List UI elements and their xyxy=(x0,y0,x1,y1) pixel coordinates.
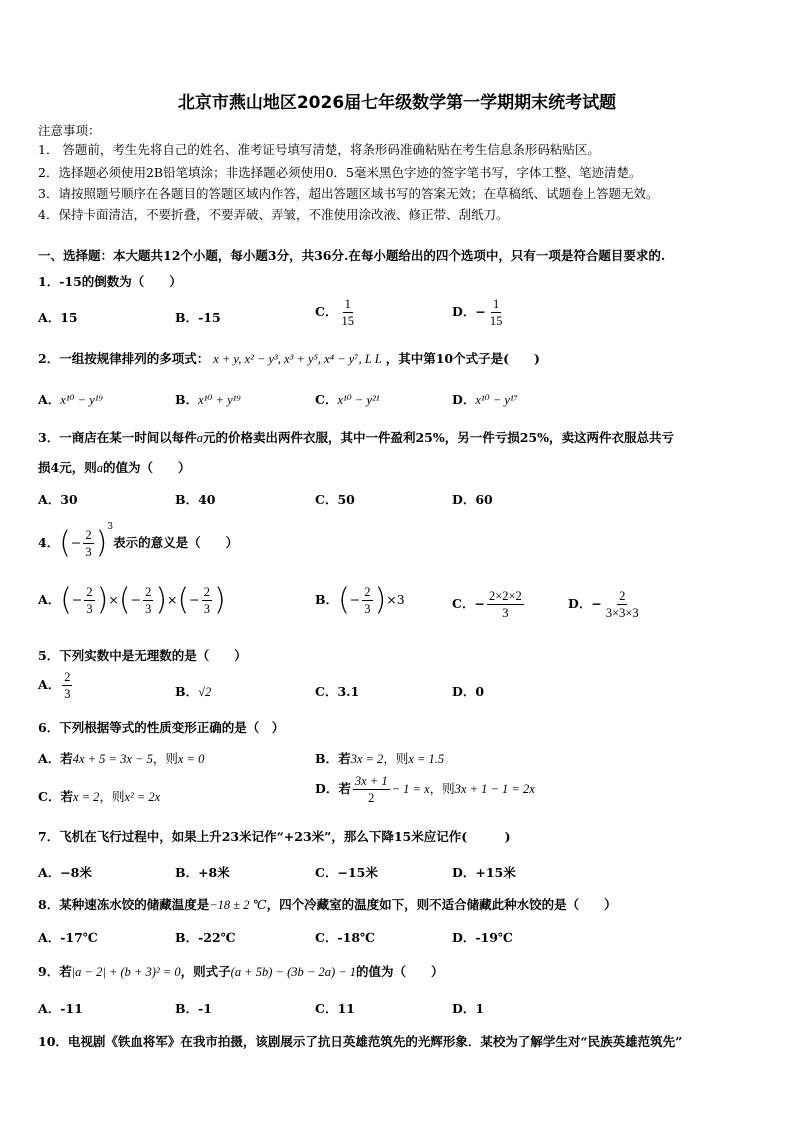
numerator: 2×2×2 xyxy=(488,589,522,603)
fraction xyxy=(487,588,524,621)
q5-option-b xyxy=(175,682,211,700)
notice-heading: 注意事项： xyxy=(38,123,101,138)
q4-option-b xyxy=(315,584,405,617)
option-math: x¹⁰ − y²¹ xyxy=(337,393,380,407)
minus-sign: − xyxy=(189,592,200,607)
q1-option-d xyxy=(452,296,506,329)
q1-option-a: A．15 xyxy=(38,310,78,325)
option-math: ×3 xyxy=(386,592,405,607)
option-text: ，则 xyxy=(383,751,409,766)
denominator: 3 xyxy=(85,545,92,559)
option-text: ，则 xyxy=(99,789,125,804)
q3-text: 3．一商店在某一时间以每件 xyxy=(38,430,197,445)
q6-option-d xyxy=(315,773,535,806)
fraction xyxy=(604,588,641,621)
q9-expression: |a − 2| + (b + 3)² = 0 xyxy=(71,965,181,979)
option-math: − 1 = x xyxy=(391,782,430,796)
q6-option-a xyxy=(38,749,204,767)
q6-option-c xyxy=(38,787,160,805)
q10-stem: 10．电视剧《铁血将军》在我市拍摄，该剧展示了抗日英雄范筑先的光辉形象．某校为了解学生对“民族英雄范筑先” xyxy=(38,1034,683,1049)
exponent: 3 xyxy=(107,522,114,532)
q8-option-c: C．-18℃ xyxy=(315,930,376,945)
numerator: 2 xyxy=(145,585,152,599)
paren-open: ( xyxy=(177,582,190,618)
q4-stem xyxy=(38,522,238,560)
q1-stem: 1．-15的倒数为（ ） xyxy=(38,274,182,289)
paren-close: ) xyxy=(374,582,387,618)
q7-option-a: A．−8米 xyxy=(38,865,92,880)
option-label: C． xyxy=(315,304,338,319)
times-sign: × xyxy=(167,592,178,607)
denominator: 3×3×3 xyxy=(605,606,639,620)
paren-close: ) xyxy=(213,582,226,618)
fraction xyxy=(202,584,212,617)
option-math: x = 2 xyxy=(72,790,100,804)
minus-sign: − xyxy=(71,592,83,607)
minus-sign: − xyxy=(130,592,142,607)
q2-option-a xyxy=(38,390,103,408)
option-label: C． xyxy=(315,392,338,407)
q9-option-a: A．-11 xyxy=(38,1001,83,1016)
numerator: 2 xyxy=(85,528,92,542)
fraction xyxy=(353,773,390,806)
q9-option-b: B．-1 xyxy=(175,1001,212,1016)
denominator: 3 xyxy=(86,602,93,616)
option-math: x = 0 xyxy=(177,752,205,766)
q2-option-b xyxy=(175,390,241,408)
q9-expression-2: (a + 5b) − (3b − 2a) − 1 xyxy=(230,965,357,979)
option-label: A． xyxy=(38,592,61,607)
q8-stem-post: ，四个冷藏室的温度如下，则不适合储藏此种水饺的是（ ） xyxy=(266,897,617,912)
q7-option-c: C．−15米 xyxy=(315,865,378,880)
option-label: C．若 xyxy=(38,789,73,804)
option-label: A．若 xyxy=(38,751,73,766)
denominator: 3 xyxy=(502,606,509,620)
option-math: 3x = 2 xyxy=(350,752,384,766)
q3-stem-line1 xyxy=(38,428,674,446)
q2-expression: x + y, x² − y³, x³ + y⁵, x⁴ − y⁷, L L xyxy=(213,352,382,366)
q2-stem xyxy=(38,349,540,367)
option-label: D．若 xyxy=(315,781,351,796)
option-math: x¹⁰ + y¹⁹ xyxy=(198,393,241,407)
q4-option-a xyxy=(38,584,226,617)
section-heading: 一、选择题：本大题共12个小题，每小题3分，共36分.在每小题给出的四个选项中，只有一项是符合题目要求的. xyxy=(38,248,666,263)
denominator: 15 xyxy=(489,314,503,328)
paren-open: ( xyxy=(338,582,350,618)
numerator: 2 xyxy=(64,670,71,684)
q3-option-c: C．50 xyxy=(315,492,355,507)
q7-stem: 7．飞机在飞行过程中，如果上升23米记作“+23米”，那么下降15米应记作( ) xyxy=(38,829,511,844)
q1-option-b: B．-15 xyxy=(175,310,221,325)
option-text: ，则 xyxy=(152,751,178,766)
q3-text: 的值为（ ） xyxy=(102,460,191,475)
option-math: 4x + 5 = 3x − 5 xyxy=(72,752,153,766)
option-math: √2 xyxy=(198,685,212,699)
numerator: 2 xyxy=(203,585,210,599)
q8-stem-pre: 8．某种速冻水饺的储藏温度是 xyxy=(38,897,210,912)
option-text: ，则 xyxy=(429,781,455,796)
option-label: A． xyxy=(38,677,61,692)
numerator: 1 xyxy=(344,297,351,311)
q8-stem xyxy=(38,895,617,913)
fraction xyxy=(62,669,72,702)
q4-number: 4． xyxy=(38,535,60,550)
option-math: x¹⁰ − y¹⁷ xyxy=(475,393,518,407)
option-math: 3x + 1 − 1 = 2x xyxy=(454,782,535,796)
notice-item-3: 3．请按照题号顺序在各题目的答题区域内作答，超出答题区域书写的答案无效；在草稿纸、试题卷上答题无效。 xyxy=(38,186,659,201)
q9-number: 9．若 xyxy=(38,964,72,979)
notice-item-4: 4．保持卡面清洁，不要折叠，不要弄破、弄皱，不准使用涂改液、修正带、刮纸刀。 xyxy=(38,207,509,222)
q4-option-d xyxy=(568,588,643,621)
option-label: B． xyxy=(175,392,199,407)
option-label: A． xyxy=(38,392,61,407)
q3-variable: a xyxy=(196,431,203,445)
q3-stem-line2 xyxy=(38,458,190,476)
fraction xyxy=(84,584,94,617)
option-label: C．− xyxy=(452,596,485,611)
option-math: x² = 2x xyxy=(124,790,161,804)
option-math: x = 1.5 xyxy=(408,752,445,766)
q9-stem xyxy=(38,962,444,980)
q2-stem-pre: 2．一组按规律排列的多项式： xyxy=(38,351,210,366)
denominator: 3 xyxy=(64,687,71,701)
q5-option-a xyxy=(38,669,74,702)
option-math: x¹⁰ − y¹⁹ xyxy=(60,393,103,407)
q1-option-c xyxy=(315,296,358,329)
q3-variable: a xyxy=(96,461,103,475)
q9-text: 的值为（ ） xyxy=(356,964,444,979)
q7-option-b: B．+8米 xyxy=(175,865,230,880)
option-label: B．若 xyxy=(315,751,351,766)
minus-sign: − xyxy=(70,535,82,550)
q3-option-b: B．40 xyxy=(175,492,216,507)
q3-text: 元的价格卖出两件衣服，其中一件盈利25%，另一件亏损25%，卖这两件衣服总共亏 xyxy=(202,430,674,445)
fraction xyxy=(339,296,356,329)
paren-open: ( xyxy=(59,525,71,561)
numerator: 1 xyxy=(492,297,500,311)
q4-option-c xyxy=(452,588,526,621)
notice-item-1: 1． 答题前，考生先将自己的姓名、准考证号填写清楚，将条形码准确粘贴在考生信息条形码粘贴区。 xyxy=(38,142,600,157)
numerator: 2 xyxy=(619,589,626,603)
q8-option-b: B．-22℃ xyxy=(175,930,236,945)
option-label: B． xyxy=(315,592,339,607)
q3-text: 损4元，则 xyxy=(38,460,97,475)
denominator: 3 xyxy=(203,602,210,616)
q5-option-c: C．3.1 xyxy=(315,684,360,699)
paren-close: ) xyxy=(96,582,109,618)
q9-option-c: C．11 xyxy=(315,1001,355,1016)
denominator: 3 xyxy=(145,602,152,616)
fraction xyxy=(83,527,93,560)
numerator: 2 xyxy=(364,585,371,599)
fraction xyxy=(362,584,372,617)
q6-option-b xyxy=(315,749,444,767)
numerator: 3x + 1 xyxy=(354,774,388,788)
q9-option-d: D．1 xyxy=(452,1001,485,1016)
q8-option-a: A．-17℃ xyxy=(38,930,98,945)
q9-text: ，则式子 xyxy=(180,964,231,979)
numerator: 2 xyxy=(86,585,93,599)
q5-option-d: D．0 xyxy=(452,684,485,699)
paren-close: ) xyxy=(155,582,168,618)
denominator: 3 xyxy=(364,602,371,616)
q2-option-d xyxy=(452,390,518,408)
times-sign: × xyxy=(108,592,119,607)
q3-option-a: A．30 xyxy=(38,492,78,507)
fraction xyxy=(143,584,153,617)
q8-temperature: −18 ± 2 ℃ xyxy=(209,898,267,912)
option-label: D． xyxy=(452,392,476,407)
minus-sign: − xyxy=(349,592,361,607)
q2-stem-post: ，其中第10个式子是( ) xyxy=(385,351,540,366)
notice-item-2: 2．选择题必须使用2B铅笔填涂；非选择题必须使用0．5毫米黑色字迹的签字笔书写，字体工整、笔迹清楚。 xyxy=(38,165,642,180)
option-label: D．− xyxy=(568,596,602,611)
page-title: 北京市燕山地区2026届七年级数学第一学期期末统考试题 xyxy=(177,93,617,113)
q3-option-d: D．60 xyxy=(452,492,493,507)
paren-open: ( xyxy=(60,582,72,618)
q2-option-c xyxy=(315,390,380,408)
q8-option-d: D．-19℃ xyxy=(452,930,513,945)
option-label: B． xyxy=(175,684,199,699)
paren-open: ( xyxy=(118,582,131,618)
fraction xyxy=(488,296,505,329)
q4-stem-text: 表示的意义是（ ） xyxy=(113,535,239,550)
denominator: 15 xyxy=(341,314,354,328)
denominator: 2 xyxy=(368,791,375,805)
q5-stem: 5．下列实数中是无理数的是（ ） xyxy=(38,648,247,663)
q7-option-d: D．+15米 xyxy=(452,865,516,880)
paren-close: ) xyxy=(95,525,108,561)
q6-stem: 6．下列根据等式的性质变形正确的是（ ） xyxy=(38,720,285,735)
option-label: D．− xyxy=(452,304,486,319)
